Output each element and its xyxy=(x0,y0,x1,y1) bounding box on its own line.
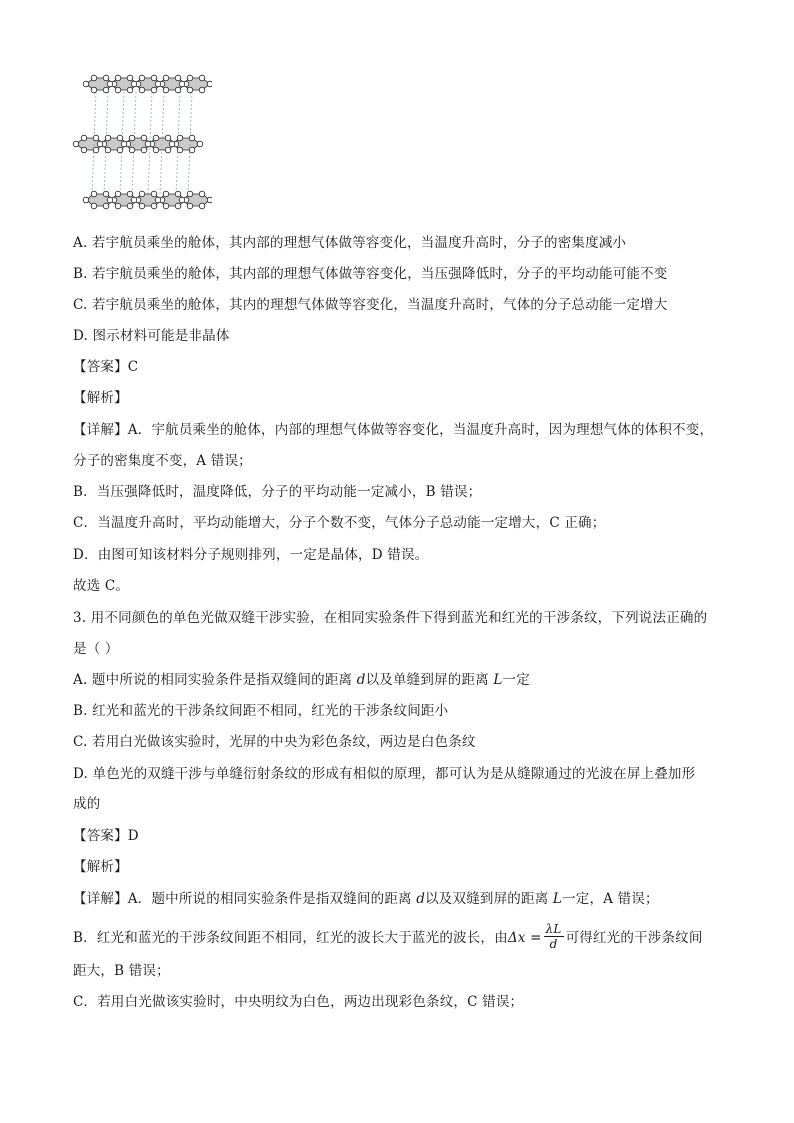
carbon-atom xyxy=(129,147,135,153)
carbon-atom xyxy=(197,141,203,147)
carbon-atom xyxy=(177,135,183,141)
carbon-atom xyxy=(199,75,205,81)
carbon-atom xyxy=(153,147,159,153)
carbon-atom xyxy=(97,141,103,147)
carbon-atom xyxy=(151,203,157,209)
carbon-atom xyxy=(141,135,147,141)
carbon-atom xyxy=(165,135,171,141)
carbon-atom xyxy=(187,87,193,93)
carbon-atom xyxy=(103,191,109,197)
q2-conclusion: 故选 C。 xyxy=(73,578,130,594)
carbon-atom xyxy=(179,81,185,87)
distance-d-variable: d xyxy=(356,672,366,688)
carbon-atom xyxy=(127,75,133,81)
q3-detail-b-line1 xyxy=(73,924,703,953)
carbon-atom xyxy=(187,191,193,197)
carbon-atom xyxy=(153,135,159,141)
q3-detail-b-text: B．红光和蓝光的干涉条纹间距不相同，红光的波长大于蓝光的波长，由 xyxy=(73,930,508,946)
carbon-atom xyxy=(139,203,145,209)
carbon-atom xyxy=(151,75,157,81)
carbon-atom xyxy=(117,147,123,153)
carbon-atom xyxy=(199,191,205,197)
carbon-atom xyxy=(163,203,169,209)
fraction-numerator: λL xyxy=(545,922,562,936)
q2-detail-a-line2: 分子的密集度不变，A 错误； xyxy=(73,453,252,469)
carbon-atom xyxy=(139,75,145,81)
fraction-denominator: d xyxy=(549,937,558,951)
carbon-atom xyxy=(189,147,195,153)
carbon-atom xyxy=(139,191,145,197)
carbon-atom xyxy=(141,147,147,153)
carbon-atom xyxy=(139,87,145,93)
q2-detail-b: B．当压强降低时，温度降低，分子的平均动能一定减小，B 错误； xyxy=(73,484,482,500)
carbon-atom xyxy=(163,75,169,81)
q3-option-d-line1: D. 单色光的双缝干涉与单缝衍射条纹的形成有相似的原理，都可认为是从缝隙通过的光波在屏上叠加形 xyxy=(73,766,696,782)
q2-option-a: A. 若宇航员乘坐的舱体，其内部的理想气体做等容变化，当温度升高时，分子的密集度减小 xyxy=(73,235,627,251)
q3-analysis-label: 【解析】 xyxy=(73,859,128,875)
q3-detail-b-text-end: 可得红光的干涉条纹间 xyxy=(565,930,703,946)
carbon-atom xyxy=(81,147,87,153)
carbon-atom xyxy=(175,87,181,93)
carbon-atom xyxy=(117,135,123,141)
q3-stem-line2: 是（ ） xyxy=(73,641,119,657)
q3-option-a-text-mid: 以及单缝到屏的距离 xyxy=(365,672,494,688)
q3-option-c: C. 若用白光做该实验时，光屏的中央为彩色条纹，两边是白色条纹 xyxy=(73,734,476,750)
q3-detail-a xyxy=(73,890,659,908)
carbon-atom xyxy=(131,81,137,87)
carbon-atom xyxy=(199,203,205,209)
carbon-atom xyxy=(107,81,113,87)
carbon-atom xyxy=(145,141,151,147)
carbon-atom xyxy=(151,191,157,197)
distance-l-variable: L xyxy=(552,891,563,907)
carbon-atom xyxy=(103,75,109,81)
q3-option-b: B. 红光和蓝光的干涉条纹间距不相同，红光的干涉条纹间距小 xyxy=(73,703,449,719)
q3-detail-a-text-mid: 以及双缝到屏的距离 xyxy=(425,891,553,907)
carbon-atom xyxy=(115,191,121,197)
carbon-atom xyxy=(187,75,193,81)
carbon-atom xyxy=(83,81,89,87)
carbon-atom xyxy=(127,191,133,197)
carbon-atom xyxy=(175,75,181,81)
q2-option-b: B. 若宇航员乘坐的舱体，其内部的理想气体做等容变化，当压强降低时，分子的平均动能可能不变 xyxy=(73,266,668,282)
carbon-atom xyxy=(187,203,193,209)
carbon-atom xyxy=(105,147,111,153)
q3-answer: 【答案】D xyxy=(73,828,139,844)
q3-option-a-text: A. 题中所说的相同实验条件是指双缝间的距离 xyxy=(73,672,357,688)
carbon-atom xyxy=(169,141,175,147)
carbon-atom xyxy=(199,87,205,93)
fringe-spacing-fraction xyxy=(544,922,564,951)
q2-detail-d: D．由图可知该材料分子规则排列，一定是晶体，D 错误。 xyxy=(73,547,429,563)
carbon-atom xyxy=(93,135,99,141)
carbon-atom xyxy=(163,87,169,93)
q3-detail-a-text: 【详解】A．题中所说的相同实验条件是指双缝间的距离 xyxy=(73,891,417,907)
carbon-atom xyxy=(129,135,135,141)
carbon-atom xyxy=(91,75,97,81)
carbon-atom xyxy=(81,135,87,141)
formula-lhs: Δx = xyxy=(507,930,542,946)
carbon-atom xyxy=(107,197,113,203)
carbon-atom xyxy=(127,203,133,209)
carbon-atom xyxy=(91,191,97,197)
carbon-atom xyxy=(91,87,97,93)
q3-detail-c: C．若用白光做该实验时，中央明纹为白色，两边出现彩色条纹，C 错误； xyxy=(73,994,524,1010)
carbon-atom xyxy=(83,197,89,203)
q2-option-d: D. 图示材料可能是非晶体 xyxy=(73,328,230,344)
crystal-lattice-drawing xyxy=(73,75,212,209)
carbon-atom xyxy=(103,87,109,93)
carbon-atom xyxy=(121,141,127,147)
q3-detail-a-text-end: 一定，A 错误； xyxy=(562,891,659,907)
carbon-atom xyxy=(189,135,195,141)
carbon-atom xyxy=(73,141,79,147)
q2-answer: 【答案】C xyxy=(73,359,139,375)
carbon-atom xyxy=(155,197,161,203)
carbon-atom xyxy=(175,203,181,209)
carbon-atom xyxy=(151,87,157,93)
carbon-atom xyxy=(163,191,169,197)
carbon-atom xyxy=(165,147,171,153)
carbon-atom xyxy=(93,147,99,153)
q3-option-a xyxy=(73,671,530,689)
layered-crystal-structure-figure xyxy=(72,64,212,216)
q3-option-a-text-end: 一定 xyxy=(502,672,530,688)
carbon-atom xyxy=(207,81,212,87)
distance-d-variable: d xyxy=(416,891,426,907)
carbon-atom xyxy=(175,191,181,197)
q2-detail-c: C．当温度升高时，平均动能增大，分子个数不变，气体分子总动能一定增大，C 正确； xyxy=(73,515,606,531)
carbon-atom xyxy=(115,75,121,81)
q2-analysis-label: 【解析】 xyxy=(73,390,128,406)
distance-l-variable: L xyxy=(493,672,503,688)
carbon-atom xyxy=(105,135,111,141)
carbon-atom xyxy=(91,203,97,209)
q3-detail-b-line2: 距大，B 错误； xyxy=(73,963,170,979)
q3-stem-line1: 3. 用不同颜色的单色光做双缝干涉实验，在相同实验条件下得到蓝光和红光的干涉条纹，下列说法正确的 xyxy=(73,610,708,626)
carbon-atom xyxy=(115,87,121,93)
carbon-atom xyxy=(179,197,185,203)
carbon-atom xyxy=(115,203,121,209)
q3-option-d-line2: 成的 xyxy=(73,796,101,812)
carbon-atom xyxy=(103,203,109,209)
q2-detail-a-line1: 【详解】A．宇航员乘坐的舱体，内部的理想气体做等容变化，当温度升高时，因为理想气体的体积不变， xyxy=(73,422,714,438)
carbon-atom xyxy=(155,81,161,87)
carbon-atom xyxy=(207,197,212,203)
carbon-atom xyxy=(177,147,183,153)
carbon-atom xyxy=(131,197,137,203)
carbon-atom xyxy=(127,87,133,93)
q2-option-c: C. 若宇航员乘坐的舱体，其内的理想气体做等容变化，当温度升高时，气体的分子总动能一定增大 xyxy=(73,297,668,313)
